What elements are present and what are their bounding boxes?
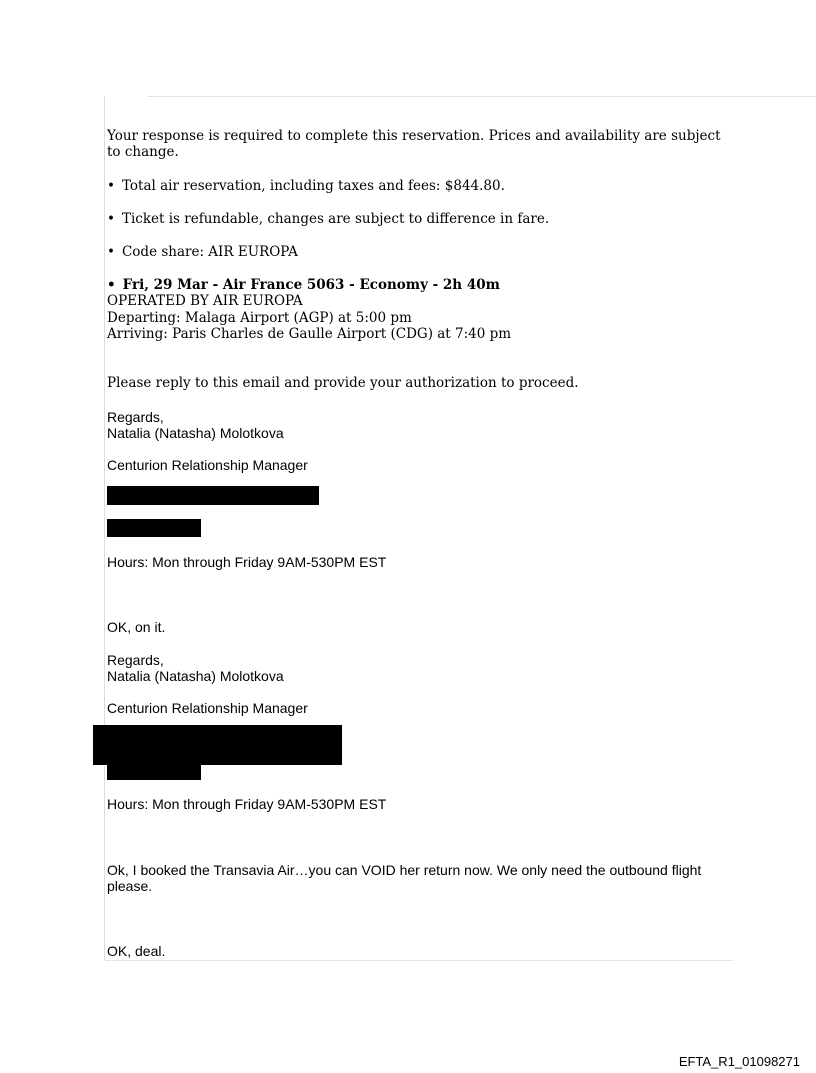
redaction-bar <box>93 725 342 765</box>
signature-title: Centurion Relationship Manager <box>107 457 308 473</box>
signature-name: Natalia (Natasha) Molotkova <box>107 668 284 684</box>
bullet-total: • Total air reservation, including taxes and fees: $844.80. <box>107 178 505 194</box>
signature-name: Natalia (Natasha) Molotkova <box>107 425 284 441</box>
signature-hours: Hours: Mon through Friday 9AM-530PM EST <box>107 554 387 570</box>
message-ok-deal: OK, deal. <box>107 943 166 959</box>
signature-regards: Regards, <box>107 409 164 425</box>
intro-text: Your response is required to complete this reservation. Prices and availability are subject to change. <box>107 128 721 160</box>
reply-request: Please reply to this email and provide your authorization to proceed. <box>107 375 579 391</box>
flight-departing: Departing: Malaga Airport (AGP) at 5:00 pm <box>107 310 412 326</box>
message-transavia: Ok, I booked the Transavia Air…you can VOID her return now. We only need the outbound flight please. <box>107 862 702 894</box>
signature-title: Centurion Relationship Manager <box>107 700 308 716</box>
signature-regards: Regards, <box>107 652 164 668</box>
flight-operated-by: OPERATED BY AIR EUROPA <box>107 293 303 309</box>
redaction-bar <box>107 486 319 505</box>
message-ok-on-it: OK, on it. <box>107 619 166 635</box>
left-border-rule <box>104 96 105 961</box>
redaction-bar <box>107 519 201 537</box>
flight-headline: • Fri, 29 Mar - Air France 5063 - Economy - 2h 40m <box>107 277 500 293</box>
bottom-divider <box>107 960 733 961</box>
redaction-bar <box>107 762 201 780</box>
signature-hours: Hours: Mon through Friday 9AM-530PM EST <box>107 796 387 812</box>
document-id: EFTA_R1_01098271 <box>678 1054 800 1069</box>
bullet-code-share: • Code share: AIR EUROPA <box>107 244 298 260</box>
bullet-refundable: • Ticket is refundable, changes are subject to difference in fare. <box>107 211 549 227</box>
flight-arriving: Arriving: Paris Charles de Gaulle Airport (CDG) at 7:40 pm <box>107 326 512 342</box>
top-divider <box>148 96 816 97</box>
